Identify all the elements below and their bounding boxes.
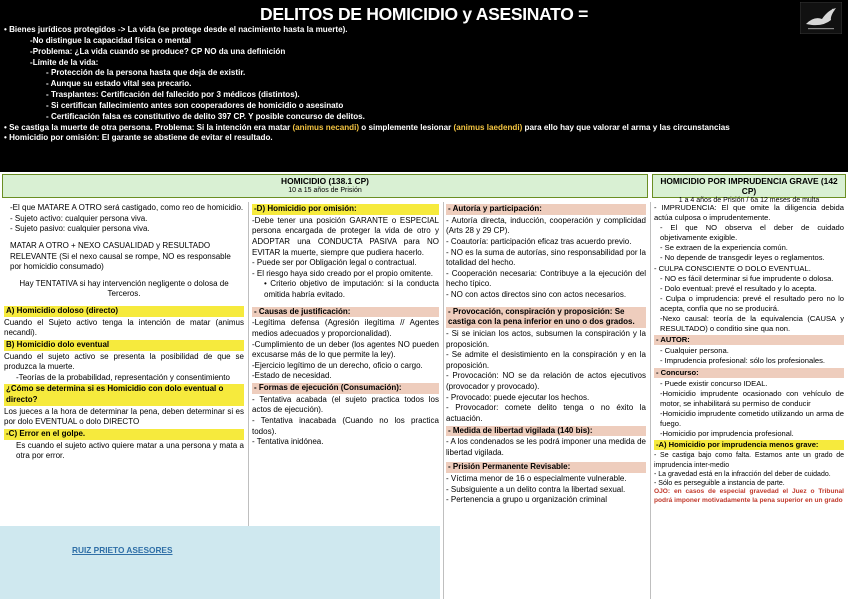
column-imprudencia: - IMPRUDENCIA: El que omite la diligencia debida actúa culposa o imprudentemente. - El que NO observa el deber de cuidado objetivamente exigible. - Se extraen de la experiencia común. - No depende de transgedir leyes o reglamentos. - CULPA CONSCIENTE O DOLO EVENTUAL. - NO es fácil determinar si fue imprudente o dolosa. - Dolo eventual: prevé el resultado y lo acepta. - Culpa o imprudencia: prevé el resultado pero no lo acepta, confía que no se producirá. -Nexo causal: teoría de la equivalencia (CAUSA y RESULTADO) o conditio sine qua non. - AUTOR: - Cualquier persona. - Imprudencia profesional: sólo los profesionales. - Concurso: - Puede existir concurso IDEAL. -Homicidio imprudente ocasionado con vehículo de motor, se inhabilitará su permiso de conducir -Homicidio imprudente cometido utilizando un arma de fuego. -Homicidio por imprudencia profesional. -A) Homicidio por imprudencia menos grave: - Se castiga bajo como falta. Estamos ante un grado de imprudencia inter-medio - La gravedad está en la infracción del deber de cuidado. - Sólo es perseguible a instancia de parte. OJO: en casos de especial gravedad el Juez o Tribunal podrá imponer motivadamente la pena superior en un grado — [654, 203, 844, 505]
intro-line: - Certificación falsa es constitutivo de delito 397 CP. Y posible concurso de delitos. — [46, 111, 365, 121]
section-libertad-vigilada: - Medida de libertad vigilada (140 bis): — [446, 426, 646, 437]
section-doloso-directo: A) Homicidio doloso (directo) — [4, 306, 244, 317]
section-formas-ejecucion: - Formas de ejecución (Consumación): — [252, 383, 439, 394]
header-banner — [0, 0, 848, 172]
column-homicidio: -El que MATARE A OTRO será castigado, como reo de homicidio. - Sujeto activo: cualquier persona viva. - Sujeto pasivo: cualquier persona viva. MATAR A OTRO + NEXO CASUALIDAD y RESULTADO RELEVANTE (Si el nexo causal se rompe, NO es responsable por homicidio consumado) Hay TENTATIVA si hay intervención negligente o dolosa de Terceros. A) Homicidio doloso (directo) Cuando el Sujeto activo tenga la intención de matar (animus necandi). B) Homicidio dolo eventual Cuando el sujeto activo se presenta la posibilidad de que se produzca la muerte. -Teorías de la probabilidad, representación y consentimiento ¿Cómo se determina si es Homicidio con dolo eventual o directo? Los jueces a la hora de determinar la pena, deben determinar si es por dolo EVENTUAL o dolo DIRECTO -C) Error en el golpe. Es cuando el sujeto activo quiere matar a una persona y mata a otra por error. — [4, 203, 244, 461]
intro-lines — [4, 25, 844, 144]
homicidio-header: HOMICIDIO (138.1 CP) 10 a 15 años de Prisión — [2, 174, 648, 198]
section-provocacion: - Provocación, conspiración y proposición: Se castiga con la pena inferior en uno o dos grados. — [446, 307, 646, 328]
intro-line: • Bienes jurídicos protegidos -> La vida (se protege desde el nacimiento hasta la muerte). — [4, 25, 348, 34]
section-menos-grave: -A) Homicidio por imprudencia menos grave: — [654, 440, 844, 450]
intro-line: - Trasplantes: Certificación del fallecido por 3 médicos (distintos). — [46, 90, 300, 100]
section-omision: -D) Homicidio por omisión: — [252, 204, 439, 215]
section-como-determina: ¿Cómo se determina si es Homicidio con dolo eventual o directo? — [4, 384, 244, 405]
section-autoria: - Autoría y participación: — [446, 204, 646, 215]
intro-line: - Aunque su estado vital sea precario. — [46, 79, 192, 89]
intro-line-omision: • Homicidio por omisión: El garante se abstiene de evitar el resultado. — [4, 133, 273, 143]
column-omision: -D) Homicidio por omisión: -Debe tener una posición GARANTE o ESPECIAL persona encargada de proteger la vida de otro y ADOPTAR una CONDUCTA PASIVA para NO EVITAR la muerte, siempre que pudiera hacerlo. - Puede ser por Obligación legal o contractual. - El riesgo haya sido creado por el propio omitente. • Criterio objetivo de imputación: si la conducta omitida habría evitado. - Causas de justificación: -Legítima defensa (Agresión ilegítima // Agentes medios adecuados y proporcionalidad). -Cumplimiento de un deber (los agentes NO pueden excusarse más de lo que permite la ley). -Ejercicio legítimo de un derecho, oficio o cargo. -Estado de necesidad. - Formas de ejecución (Consumación): - Tentativa acabada (el sujeto practica todos los actos de ejecución). - Tentativa inacabada (Cuando no los practica todos). - Tentativa inidónea. — [252, 204, 439, 447]
intro-line: -Límite de la vida: — [30, 57, 99, 67]
section-prision-permanente: - Prisión Permanente Revisable: — [446, 462, 646, 473]
section-autor: - AUTOR: — [654, 335, 844, 345]
intro-line-castiga: • Se castiga la muerte de otra persona. Problema: Si la intención era matar (animus necandi) o simplemente lesionar (animus laedendi) para ello hay que valorar el arma y las circunstancias — [4, 122, 730, 132]
ruiz-prieto-link[interactable]: RUIZ PRIETO ASESORES — [72, 545, 173, 555]
footer-panel — [0, 526, 440, 599]
section-dolo-eventual: B) Homicidio dolo eventual — [4, 340, 244, 351]
intro-line: - Si certifican fallecimiento antes son cooperadores de homicidio o asesinato — [46, 100, 344, 110]
intro-line: -No distingue la capacidad física o mental — [30, 35, 192, 45]
section-concurso: - Concurso: — [654, 368, 844, 378]
imprudencia-header: HOMICIDIO POR IMPRUDENCIA GRAVE (142 CP) 1 a 4 años de Prisión / 6a 12 meses de multa — [652, 174, 846, 198]
intro-line: - Protección de la persona hasta que deja de existir. — [46, 68, 246, 78]
intro-line: -Problema: ¿La vida cuando se produce? CP NO da una definición — [30, 46, 286, 56]
section-error-golpe: -C) Error en el golpe. — [4, 429, 244, 440]
column-autoria: - Autoría y participación: - Autoría directa, inducción, cooperación y complicidad (Arts 28 y 29 CP). - Coautoría: participación eficaz tras acuerdo previo. - NO es la suma de autorías, sino responsabilidad por la totalidad del hecho. - Cooperación necesaria: Contribuye a la ejecución del hecho típico. - NO con actos directos sino con actos necesarios. - Provocación, conspiración y proposición: Se castiga con la pena inferior en uno o dos grados. - Si se inician los actos, subsumen la conspiración y la proposición. - Se admite el desistimiento en la conspiración y en la proposición. - Provocación: NO se da relación de actos ejecutivos (provocador y provocado). - Provocado: puede ejecutar los hechos. - Provocador: comete delito tenga o no éxito la actuación. - Medida de libertad vigilada (140 bis): - A los condenados se les podrá imponer una medida de libertad vigilada. - Prisión Permanente Revisable: - Víctima menor de 16 o especialmente vulnerable. - Subsiguiente a un delito contra la libertad sexual. - Pertenencia a grupo u organización criminal — [446, 204, 646, 505]
page-title: DELITOS DE HOMICIDIO y ASESINATO = — [259, 4, 589, 24]
section-causas-justificacion: - Causas de justificación: — [252, 307, 439, 318]
